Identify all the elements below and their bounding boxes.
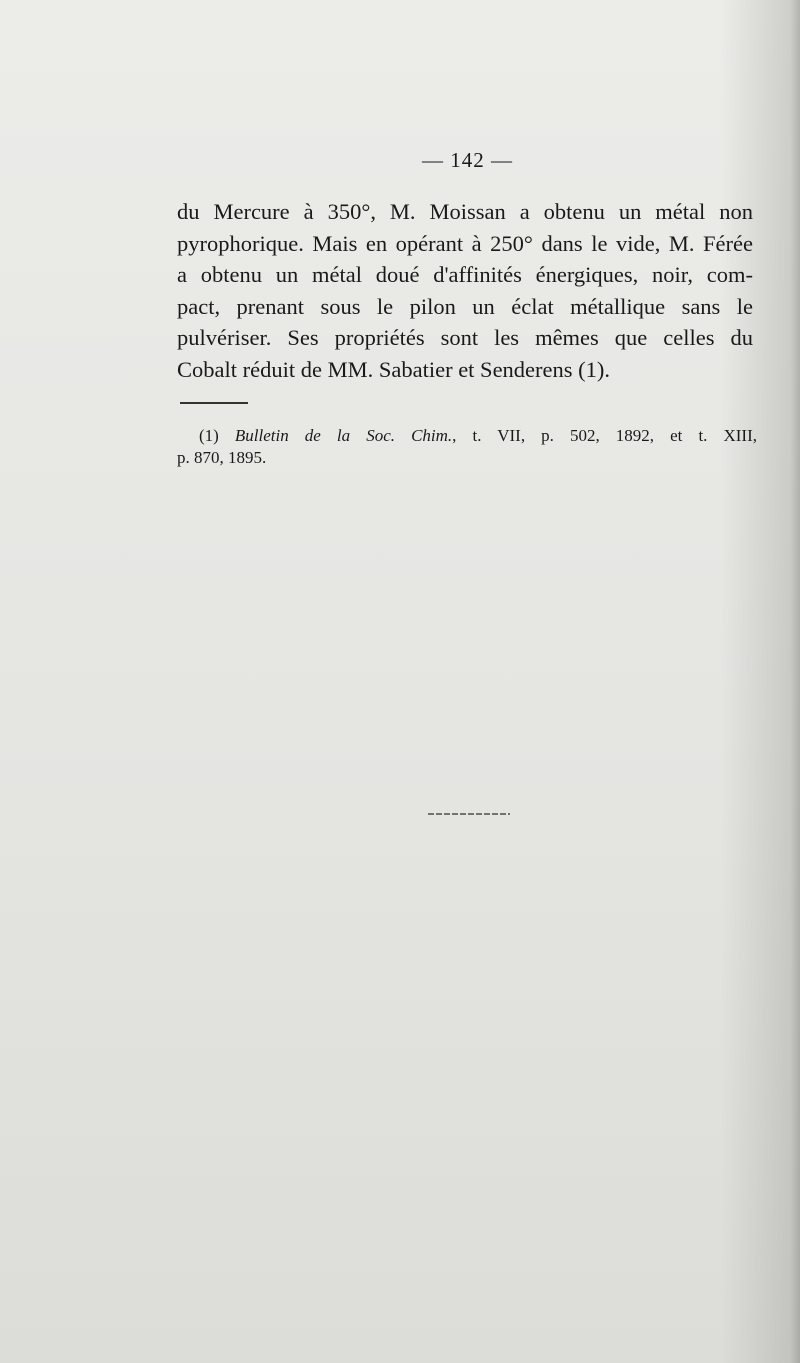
footnote-citation: , t. VII, p. 502, 1892, et t. XIII,	[452, 426, 757, 445]
footnote-line: p. 870, 1895.	[177, 448, 267, 467]
footnote-line	[177, 425, 757, 447]
text-line: pyrophorique. Mais en opérant à 250° dans le vide, M. Férée	[177, 230, 753, 256]
text-line: du Mercure à 350°, M. Moissan a obtenu un métal non	[177, 199, 753, 224]
text-line: Cobalt réduit de MM. Sabatier et Senderens (1).	[177, 356, 611, 382]
text-line: pulvériser. Ses propriétés sont les mêmes que celles du	[177, 325, 753, 350]
text-line: pact, prenant sous le pilon un éclat métallique sans le	[177, 293, 753, 319]
footnote-marker: (1)	[199, 426, 219, 445]
footnote-journal-title: Bulletin de la Soc. Chim.	[234, 426, 453, 445]
body-paragraph	[177, 196, 753, 385]
page-number: — 142 —	[422, 148, 513, 172]
text-line: a obtenu un métal doué d'affinités énergiques, noir, com-	[177, 262, 753, 287]
end-ornament	[428, 813, 510, 815]
footnote	[177, 425, 757, 469]
footnote-separator	[180, 402, 248, 404]
